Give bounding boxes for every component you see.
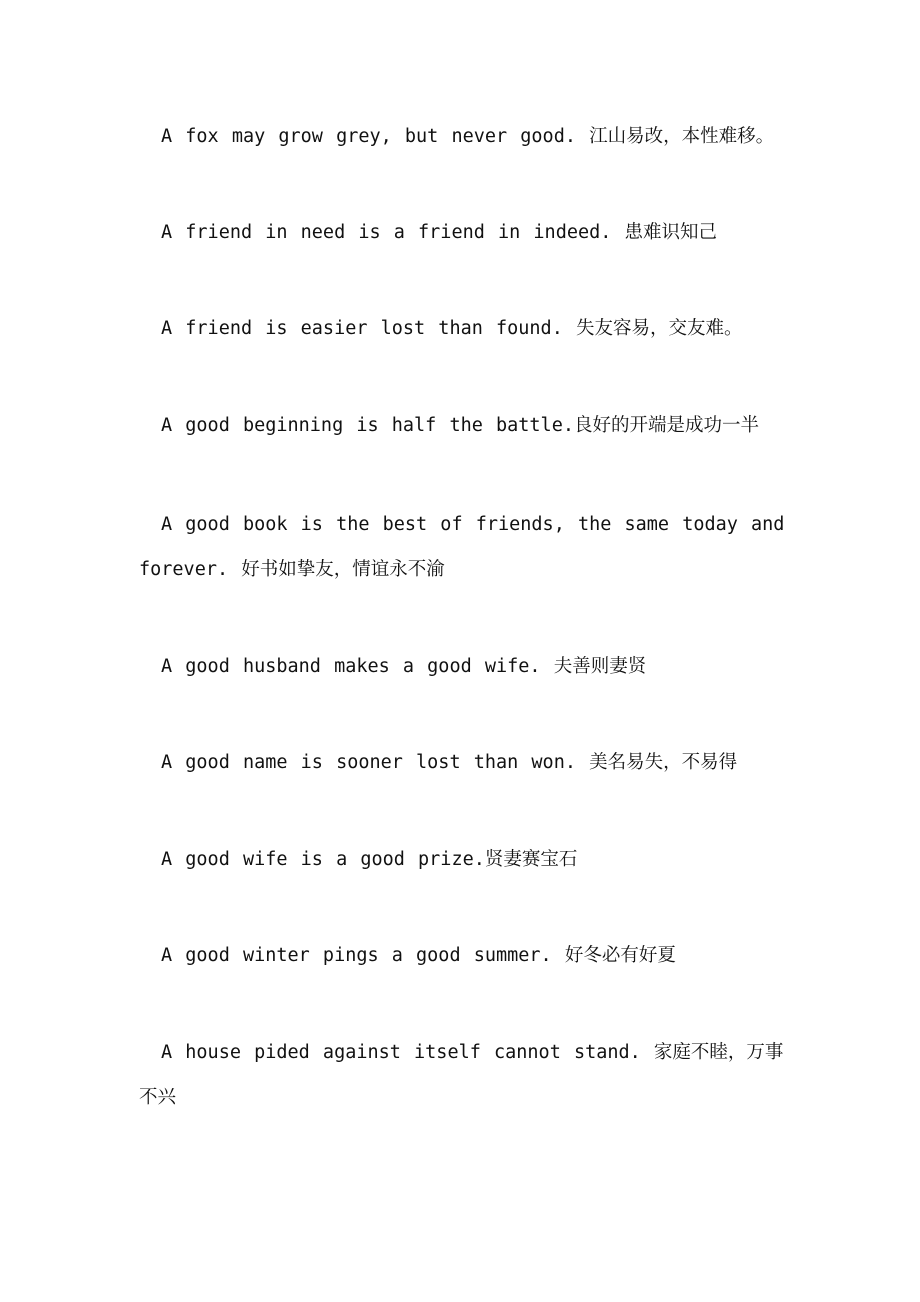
proverb-line: A friend in need is a friend in indeed. 患难识知己	[161, 222, 718, 243]
proverb-line: A good beginning is half the battle.良好的开端是成功一半	[161, 415, 759, 436]
proverb-line: A friend is easier lost than found. 失友容易，交友难。	[161, 318, 743, 339]
proverb-line: A good winter pings a good summer. 好冬必有好夏	[161, 945, 676, 966]
proverb-line: A fox may grow grey, but never good. 江山易改，本性难移。	[161, 126, 775, 147]
proverb-line: A good wife is a good prize.贤妻赛宝石	[161, 849, 578, 870]
proverb-line: A good book is the best of friends, the same today and forever. 好书如挚友，情谊永不渝	[139, 514, 785, 580]
proverb-line: A house pided against itself cannot stand. 家庭不睦，万事不兴	[139, 1042, 784, 1108]
proverb-line: A good name is sooner lost than won. 美名易失，不易得	[161, 752, 738, 773]
proverb-line: A good husband makes a good wife. 夫善则妻贤	[161, 656, 647, 677]
